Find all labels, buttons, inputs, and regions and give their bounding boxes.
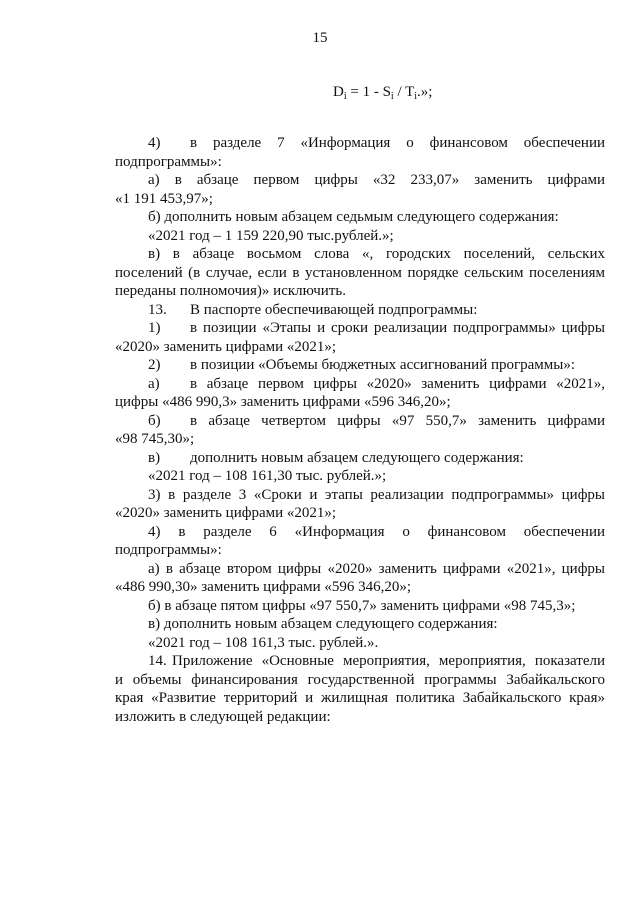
text-line <box>0 597 640 616</box>
item-number: 4) <box>148 135 161 151</box>
text-line <box>0 652 640 671</box>
text-line <box>0 171 640 190</box>
line-text: в абзаце первом цифры «2020» заменить цифрами «2021», <box>190 376 605 392</box>
text-line <box>0 375 640 394</box>
text-line <box>0 393 640 412</box>
text-line <box>0 190 640 209</box>
line-text: «98 745,30»; <box>115 431 195 447</box>
text-line <box>0 245 640 264</box>
line-text: а) в абзаце первом цифры «32 233,07» заменить цифрами <box>148 172 605 188</box>
text-line <box>0 449 640 468</box>
formula-d: D <box>333 84 344 100</box>
line-text: «2020» заменить цифрами «2021»; <box>115 339 337 355</box>
line-text: в) дополнить новым абзацем следующего содержания: <box>148 616 498 632</box>
text-line <box>0 523 640 542</box>
line-text: «2021 год – 1 159 220,90 тыс.рублей.»; <box>148 228 394 244</box>
text-line <box>0 671 640 690</box>
formula <box>333 84 432 101</box>
line-text: в позиции «Объемы бюджетных ассигнований программы»: <box>190 357 576 373</box>
line-text: 3) в разделе 3 «Сроки и этапы реализации подпрограммы» цифры <box>148 487 605 503</box>
line-text: цифры «486 990,3» заменить цифрами «596 346,20»; <box>115 394 451 410</box>
line-text: а) в абзаце втором цифры «2020» заменить цифрами «2021», цифры <box>148 561 605 577</box>
line-text: б) дополнить новым абзацем седьмым следующего содержания: <box>148 209 559 225</box>
line-text: подпрограммы»: <box>115 542 222 558</box>
text-line <box>0 153 640 172</box>
item-number: 14. <box>148 653 167 669</box>
line-text: переданы полномочия)» исключить. <box>115 283 346 299</box>
line-text: подпрограммы»: <box>115 154 222 170</box>
page-number: 15 <box>312 30 328 46</box>
text-line <box>0 356 640 375</box>
text-line <box>0 282 640 301</box>
text-line <box>0 504 640 523</box>
line-text: в абзаце четвертом цифры «97 550,7» заменить цифрами <box>190 413 605 429</box>
formula-d-sub: i <box>343 91 347 102</box>
formula-s-sub: i <box>390 91 394 102</box>
item-number: а) <box>148 376 160 392</box>
item-number: б) <box>148 413 161 429</box>
text-line <box>0 689 640 708</box>
line-text: дополнить новым абзацем следующего содержания: <box>190 450 524 466</box>
line-text: в) в абзаце восьмом слова «, городских поселений, сельских <box>148 246 605 262</box>
line-text: поселений (в случае, если в установленном порядке сельским поселениям <box>115 265 605 281</box>
line-text: «1 191 453,97»; <box>115 191 213 207</box>
text-line <box>0 412 640 431</box>
text-line <box>0 208 640 227</box>
text-line <box>0 467 640 486</box>
line-text: «2021 год – 108 161,30 тыс. рублей.»; <box>148 468 387 484</box>
line-text: Приложение «Основные мероприятия, мероприятия, показатели <box>172 653 605 669</box>
text-line <box>0 486 640 505</box>
line-text: и объемы финансирования государственной программы Забайкальского <box>115 672 605 688</box>
formula-end: .»; <box>417 84 433 100</box>
formula-mid: = 1 - S <box>346 84 391 100</box>
line-text: края «Развитие территорий и жилищная политика Забайкальского края» <box>115 690 605 706</box>
text-line <box>0 264 640 283</box>
formula-t-sub: i <box>414 91 418 102</box>
formula-slash: / T <box>393 84 415 100</box>
item-number: 1) <box>148 320 161 336</box>
line-text: в позиции «Этапы и сроки реализации подпрограммы» цифры <box>190 320 605 336</box>
text-line <box>0 708 640 727</box>
line-text: 4) в разделе 6 «Информация о финансовом обеспечении <box>148 524 605 540</box>
text-line <box>0 134 640 153</box>
line-text: в разделе 7 «Информация о финансовом обеспечении <box>190 135 605 151</box>
item-number: в) <box>148 450 161 466</box>
text-line <box>0 541 640 560</box>
line-text: В паспорте обеспечивающей подпрограммы: <box>190 302 478 318</box>
text-line <box>0 430 640 449</box>
line-text: «2021 год – 108 161,3 тыс. рублей.». <box>148 635 379 651</box>
text-line <box>0 301 640 320</box>
text-line <box>0 560 640 579</box>
line-text: «486 990,30» заменить цифрами «596 346,20»; <box>115 579 412 595</box>
line-text: б) в абзаце пятом цифры «97 550,7» заменить цифрами «98 745,3»; <box>148 598 576 614</box>
text-line <box>0 319 640 338</box>
item-number: 13. <box>148 302 167 318</box>
text-line <box>0 615 640 634</box>
text-line <box>0 578 640 597</box>
line-text: «2020» заменить цифрами «2021»; <box>115 505 337 521</box>
item-number: 2) <box>148 357 161 373</box>
text-line <box>0 227 640 246</box>
text-line <box>0 338 640 357</box>
line-text: изложить в следующей редакции: <box>115 709 331 725</box>
text-line <box>0 634 640 653</box>
